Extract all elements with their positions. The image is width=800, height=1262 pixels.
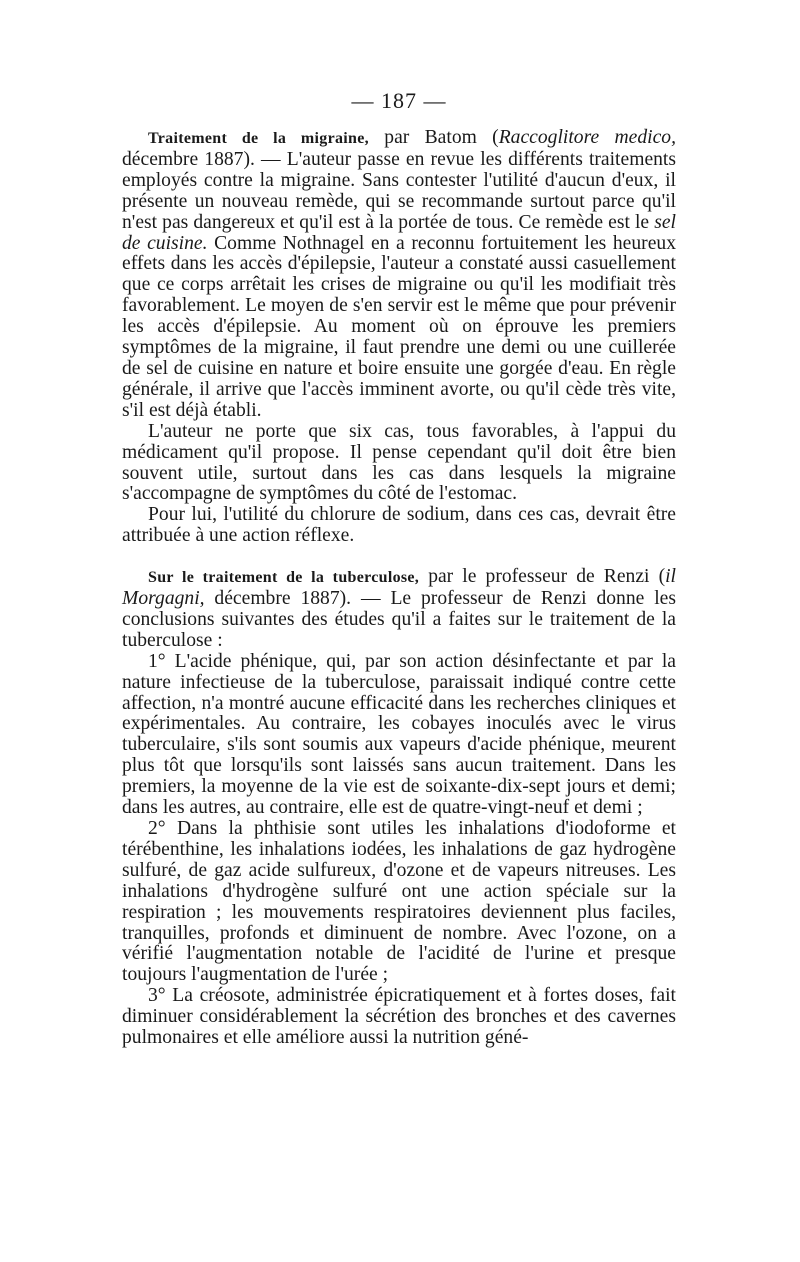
migraine-remedy-name: sel de cuisine.	[122, 211, 676, 254]
migraine-body-2: Comme Nothnagel en a reconnu fortuitement les heureux effets dans les accès d'épilepsie, l'auteur a constaté aussi casuellement que ce corps arrêtait les crises de migraine ou qu'il les modifiait très favorablement. Le moyen de s'en servir est le même que pour prévenir les accès d'épilepsie. Au moment où on éprouve les premiers symptômes de la migraine, il faut prendre une demi ou une cuillerée de sel de cuisine en nature et boire ensuite une gorgée d'eau. En règle générale, il arrive que l'accès imminent avorte, ou qu'il cède très vite, s'il est déjà établi.	[122, 232, 676, 421]
tuberculosis-intro-paragraph	[122, 567, 676, 652]
tuberculosis-citation-prefix: par le professeur de Renzi (	[419, 566, 666, 588]
tuberculosis-journal-title: il Morgagni,	[122, 566, 676, 610]
tuberculosis-point-1: 1° L'acide phénique, qui, par son action désinfectante et par la nature infectieuse de la tuberculose, paraissait indiqué contre cette affection, n'a montré aucune efficacité dans les recherches cliniques et expérimentales. Au contraire, les cobayes inoculés avec le virus tuberculaire, s'ils sont soumis aux vapeurs d'acide phénique, meurent plus tôt que lorsqu'ils sont laissés sans aucun traitement. Dans les premiers, la moyenne de la vie est de soixante-dix-sept jours et demi; dans les autres, au contraire, elle est de quatre-vingt-neuf et demi ;	[122, 650, 676, 819]
tuberculosis-point-3: 3° La créosote, administrée épicratiquement et à fortes doses, fait diminuer considérablement la sécrétion des bronches et des cavernes pulmonaires et elle améliore aussi la nutrition géné-	[122, 985, 676, 1049]
migraine-journal-title: Raccoglitore medico,	[498, 127, 676, 148]
section-spacer	[122, 547, 676, 567]
migraine-paragraph-3: Pour lui, l'utilité du chlorure de sodium, dans ces cas, devrait être attribuée à une action réflexe.	[122, 504, 676, 547]
tuberculosis-body-1: décembre 1887). — Le professeur de Renzi donne les conclusions suivantes des études qu'il a faites sur le traitement de la tuberculose :	[122, 588, 676, 651]
migraine-intro-paragraph	[122, 128, 676, 422]
section-heading-migraine: Traitement de la migraine,	[148, 130, 369, 147]
migraine-body-1: décembre 1887). — L'auteur passe en revue les différents traitements employés contre la migraine. Sans contester l'utilité d'aucun d'eux, il présente un nouveau remède, qui se recommande surtout parce qu'il n'est pas dangereux et qu'il est à la portée de tous. Ce remède est le	[122, 148, 676, 233]
migraine-citation-prefix: par Batom (	[368, 127, 499, 148]
migraine-paragraph-2: L'auteur ne porte que six cas, tous favorables, à l'appui du médicament qu'il propose. Il pense cependant qu'il doit être bien souvent utile, surtout dans les cas dans lesquels la migraine s'accompagne de symptômes du côté de l'estomac.	[122, 420, 676, 505]
tuberculosis-point-2: 2° Dans la phthisie sont utiles les inhalations d'iodoforme et térébenthine, les inhalations iodées, les inhalations de gaz hydrogène sulfuré, de gaz acide sulfureux, d'ozone et de vapeurs nitreuses. Les inhalations d'hydrogène sulfuré ont une action spéciale sur la respiration ; les mouvements respiratoires deviennent plus faciles, tranquilles, profonds et diminuent de nombre. Avec l'ozone, on a vérifié l'augmentation notable de l'acidité de l'urine et presque toujours l'augmentation de l'urée ;	[122, 818, 676, 986]
page-number: — 187 —	[351, 88, 447, 113]
section-heading-tuberculosis: Sur le traitement de la tuberculose,	[148, 569, 420, 587]
